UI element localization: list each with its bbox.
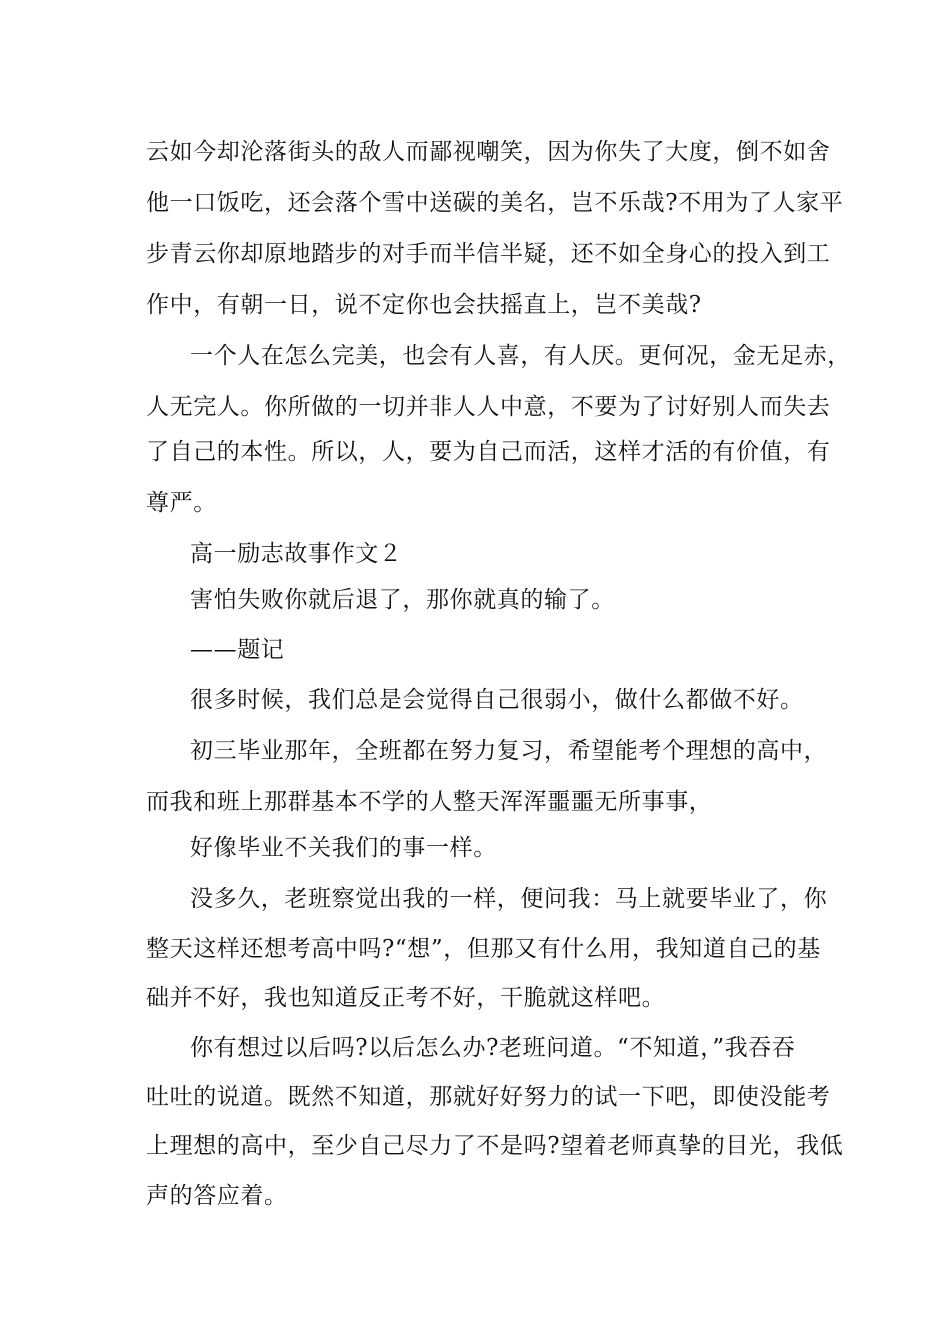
text-line: 人无完人。你所做的一切并非人人中意，不要为了讨好别人而失去 <box>146 394 831 420</box>
epigraph-attribution: ——题记 <box>190 637 285 663</box>
text-line: 吐吐的说道。既然不知道，那就好好努力的试一下吧，即使没能考 <box>146 1084 831 1110</box>
text-line: 整天这样还想考高中吗?“想”，但那又有什么用，我知道自己的基 <box>146 936 821 962</box>
text-line: 好像毕业不关我们的事一样。 <box>190 835 497 861</box>
text-line: 云如今却沦落街头的敌人而鄙视嘲笑，因为你失了大度，倒不如舍 <box>146 139 831 165</box>
text-line: 他一口饭吃，还会落个雪中送碳的美名，岂不乐哉?不用为了人家平 <box>146 190 844 216</box>
text-line: 上理想的高中，至少自己尽力了不是吗?望着老师真挚的目光，我低 <box>146 1133 844 1159</box>
text-line: 础并不好，我也知道反正考不好，干脆就这样吧。 <box>146 985 666 1011</box>
text-line: 你有想过以后吗?以后怎么办?老班问道。“不知道，”我吞吞 <box>190 1035 796 1061</box>
text-line: 作中，有朝一日，说不定你也会扶摇直上，岂不美哉? <box>146 292 702 318</box>
text-line: 初三毕业那年，全班都在努力复习，希望能考个理想的高中， <box>190 738 828 764</box>
text-line: 没多久，老班察觉出我的一样，便问我：马上就要毕业了，你 <box>190 886 828 912</box>
text-line: 而我和班上那群基本不学的人整天浑浑噩噩无所事事， <box>146 789 713 815</box>
text-line: 尊严。 <box>146 490 217 516</box>
section-heading: 高一励志故事作文２ <box>190 541 403 567</box>
text-line: 声的答应着。 <box>146 1183 288 1209</box>
text-line: 步青云你却原地踏步的对手而半信半疑，还不如全身心的投入到工 <box>146 241 831 267</box>
text-line: 很多时候，我们总是会觉得自己很弱小，做什么都做不好。 <box>190 687 804 713</box>
text-line: 害怕失败你就后退了，那你就真的输了。 <box>190 587 615 613</box>
text-line: 一个人在怎么完美，也会有人喜，有人厌。更何况，金无足赤， <box>190 343 851 369</box>
text-line: 了自己的本性。所以，人，要为自己而活，这样才活的有价值，有 <box>146 439 831 465</box>
